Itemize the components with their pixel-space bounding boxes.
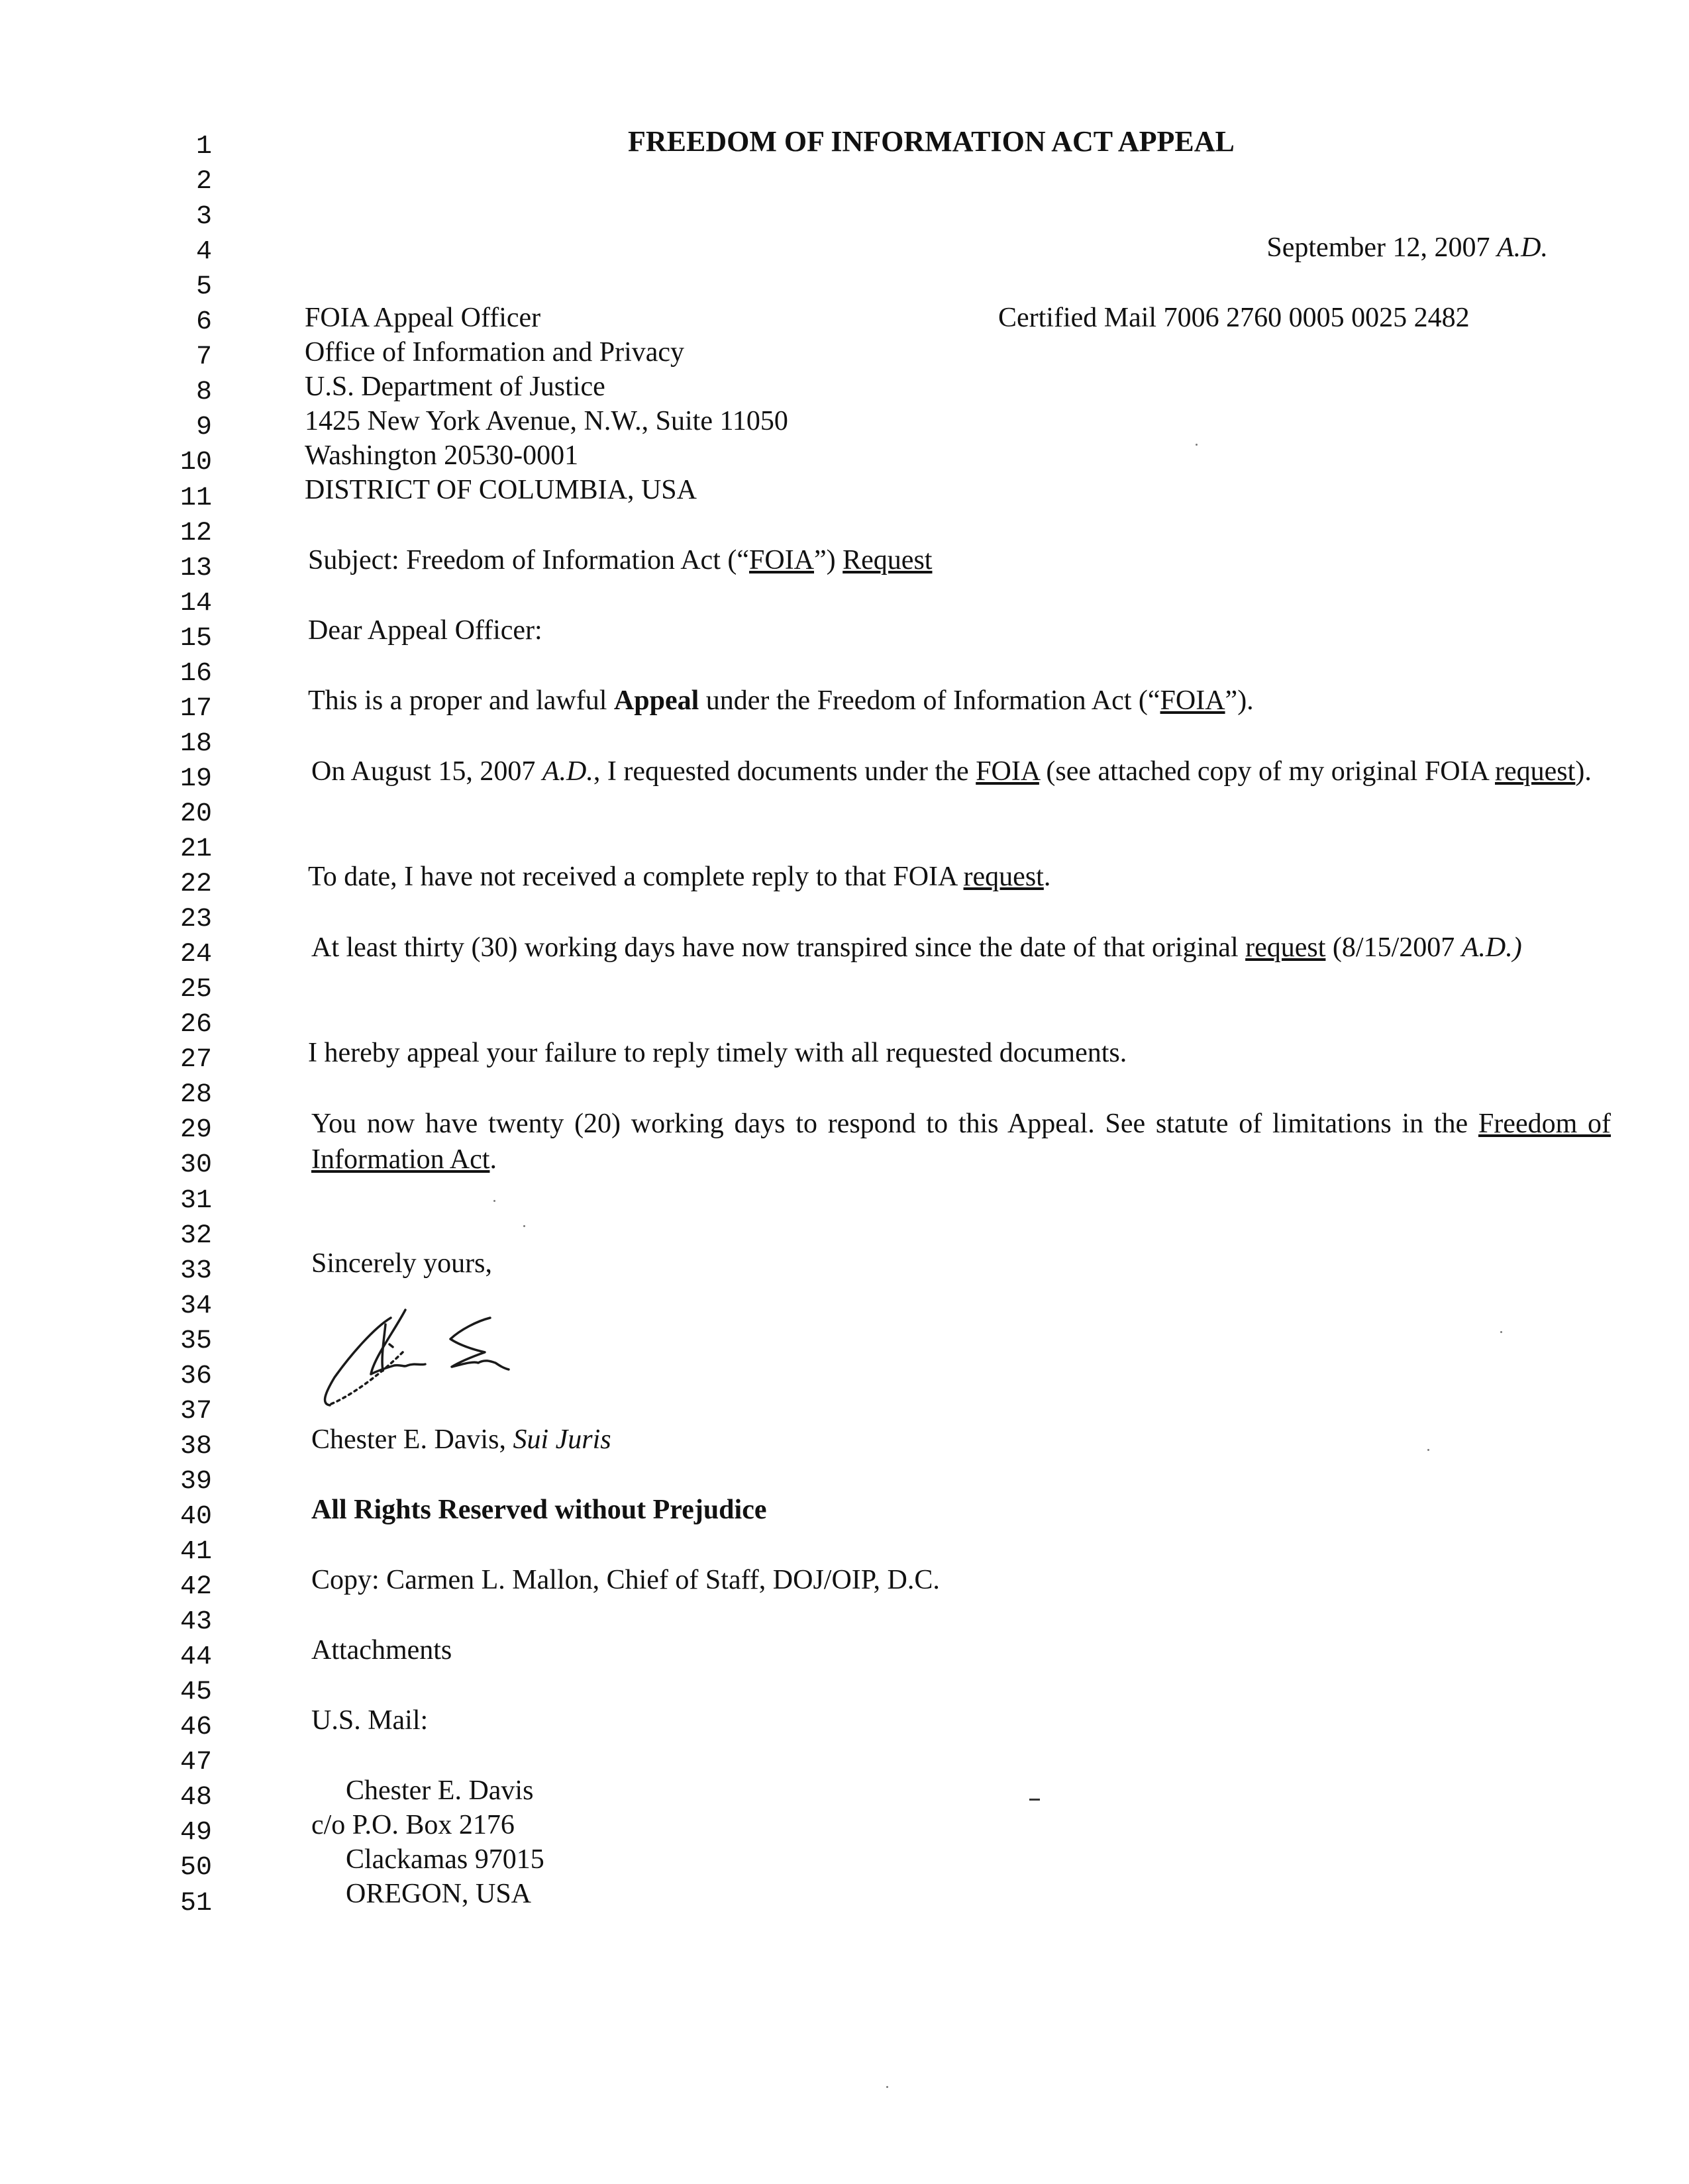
line-number: 44: [179, 1642, 212, 1672]
scan-speck: [493, 1200, 495, 1202]
line-number: 5: [195, 272, 212, 302]
signer-name: Chester E. Davis, Sui Juris: [311, 1424, 611, 1455]
recipient-line: FOIA Appeal Officer: [305, 303, 541, 333]
return-address-line: Chester E. Davis: [346, 1775, 534, 1806]
recipient-line: U.S. Department of Justice: [305, 372, 605, 402]
scan-speck: [1500, 1331, 1502, 1333]
line-number: 35: [179, 1326, 212, 1356]
paragraph-appeal-failure: I hereby appeal your failure to reply timely with all requested documents.: [308, 1038, 1127, 1068]
line-number: 45: [179, 1677, 212, 1707]
line-number: 43: [179, 1607, 212, 1637]
line-number: 19: [179, 764, 212, 794]
line-number: 29: [179, 1115, 212, 1145]
line-number: 25: [179, 975, 212, 1005]
line-number: 37: [179, 1397, 212, 1426]
recipient-line: Washington 20530-0001: [305, 440, 579, 471]
line-number: 6: [195, 307, 212, 337]
line-number: 46: [179, 1712, 212, 1742]
line-number: 21: [179, 834, 212, 864]
line-number: 3: [195, 202, 212, 232]
line-number: 31: [179, 1186, 212, 1216]
document-title: FREEDOM OF INFORMATION ACT APPEAL: [628, 125, 1235, 158]
line-number: 17: [179, 694, 212, 724]
return-address-line: OREGON, USA: [346, 1879, 532, 1909]
signature-image: [311, 1305, 603, 1424]
line-number: 15: [179, 624, 212, 654]
line-number: 48: [179, 1783, 212, 1812]
line-number: 49: [179, 1818, 212, 1848]
paragraph-days-elapsed: At least thirty (30) working days have now transpired since the date of that original request (8/15/2007 A.D.): [311, 932, 1522, 963]
line-number: 34: [179, 1291, 212, 1321]
subject-line: Subject: Freedom of Information Act (“FOIA”) Request: [308, 545, 933, 575]
closing: Sincerely yours,: [311, 1248, 492, 1279]
line-number: 36: [179, 1362, 212, 1391]
line-number: 22: [179, 869, 212, 899]
line-number: 27: [179, 1045, 212, 1075]
us-mail-label: U.S. Mail:: [311, 1705, 429, 1736]
scan-speck: [1427, 1449, 1429, 1451]
line-number: 24: [179, 940, 212, 969]
line-number: 41: [179, 1537, 212, 1567]
scan-mark: [1029, 1799, 1040, 1801]
paragraph-appeal-statement: This is a proper and lawful Appeal under the Freedom of Information Act (“FOIA”).: [308, 685, 1254, 716]
paragraph-no-reply: To date, I have not received a complete reply to that FOIA request.: [308, 862, 1051, 892]
letter-date: September 12, 2007 A.D.: [1266, 232, 1548, 263]
line-number: 47: [179, 1748, 212, 1777]
line-number: 13: [179, 554, 212, 583]
line-number: 39: [179, 1467, 212, 1497]
line-number: 33: [179, 1256, 212, 1286]
line-number: 50: [179, 1853, 212, 1883]
copy-line: Copy: Carmen L. Mallon, Chief of Staff, DOJ/OIP, D.C.: [311, 1565, 940, 1595]
scan-speck: [1196, 444, 1198, 446]
attachments-label: Attachments: [311, 1635, 452, 1665]
line-number: 18: [179, 729, 212, 759]
line-number: 8: [195, 377, 212, 407]
line-number: 7: [195, 342, 212, 372]
line-number: 32: [179, 1221, 212, 1251]
line-number: 28: [179, 1080, 212, 1110]
line-number: 42: [179, 1572, 212, 1602]
line-number: 51: [179, 1889, 212, 1918]
line-number: 10: [179, 448, 212, 477]
recipient-line: DISTRICT OF COLUMBIA, USA: [305, 475, 697, 505]
salutation: Dear Appeal Officer:: [308, 615, 542, 646]
line-number: 12: [179, 519, 212, 548]
line-number: 4: [195, 237, 212, 267]
line-number: 1: [195, 132, 212, 162]
recipient-line: 1425 New York Avenue, N.W., Suite 11050: [305, 406, 788, 436]
return-address-line: c/o P.O. Box 2176: [311, 1810, 515, 1840]
scan-speck: [523, 1225, 525, 1227]
line-number: 16: [179, 659, 212, 689]
recipient-line: Office of Information and Privacy: [305, 337, 685, 368]
line-number: 20: [179, 799, 212, 829]
line-number: 26: [179, 1010, 212, 1040]
line-number: 11: [179, 483, 212, 513]
line-number: 2: [195, 167, 212, 197]
scan-speck: [886, 2086, 888, 2088]
paragraph-deadline: You now have twenty (20) working days to respond to this Appeal. See statute of limitations in the Freedom of Information Act.: [311, 1109, 1611, 1175]
line-number: 40: [179, 1502, 212, 1532]
rights-reserved: All Rights Reserved without Prejudice: [311, 1495, 767, 1525]
line-number: 38: [179, 1432, 212, 1462]
line-number: 14: [179, 589, 212, 619]
certified-mail-number: Certified Mail 7006 2760 0005 0025 2482: [998, 303, 1470, 333]
line-number: 9: [195, 413, 212, 442]
line-number: 23: [179, 905, 212, 934]
paragraph-original-request: On August 15, 2007 A.D., I requested documents under the FOIA (see attached copy of my original FOIA request).: [311, 756, 1592, 787]
line-number: 30: [179, 1150, 212, 1180]
return-address-line: Clackamas 97015: [346, 1844, 544, 1875]
